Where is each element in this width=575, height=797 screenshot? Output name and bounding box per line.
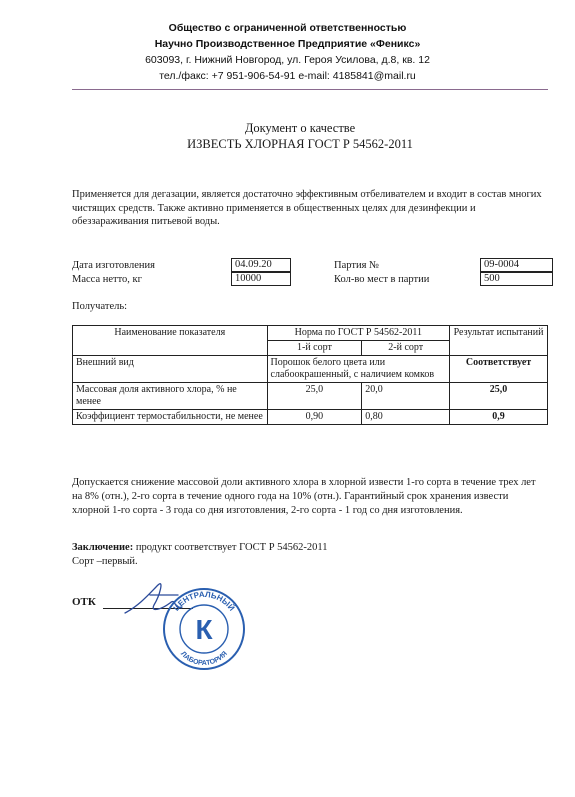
row-norm: Порошок белого цвета или слабоокрашенный, с наличием комков [267,356,450,383]
row-result: 0,9 [450,410,548,425]
intro-paragraph: Применяется для дегазации, является достаточно эффективным отбеливателем и входит в состав многих чистящих средств. Также активно применяется в общественных целях для дезинфекции и обеззараживания питьевой воды. [72,189,542,227]
table-row [73,356,548,383]
row-name: Коэффициент термостабильности, не менее [73,410,268,425]
date-label: Дата изготовления [72,260,155,271]
otk-label: ОТК [72,596,96,608]
quality-table [72,325,548,425]
conclusion-grade: Сорт –первый. [72,556,138,567]
row-name: Массовая доля активного хлора, % не менее [73,383,268,410]
row-grade-1: 0,90 [267,410,362,425]
document-title [0,120,575,152]
header-grade-1: 1-й сорт [267,341,362,356]
stamp-icon [160,585,248,673]
stamp-text-top: ЦЕНТРАЛЬНЫЙ [171,589,237,613]
title-line-2: ИЗВЕСТЬ ХЛОРНАЯ ГОСТ Р 54562-2011 [187,137,413,151]
table-row [73,410,548,425]
places-value: 500 [480,272,553,286]
table-row [73,383,548,410]
mass-value: 10000 [231,272,291,286]
table-header-row [73,326,548,341]
header-grade-2: 2-й сорт [362,341,450,356]
row-grade-2: 0,80 [362,410,450,425]
row-result: Соответствует [450,356,548,383]
header-norm: Норма по ГОСТ Р 54562-2011 [267,326,450,341]
company-address: 603093, г. Нижний Новгород, ул. Героя Усилова, д.8, кв. 12 [145,54,430,66]
header-divider [72,89,548,90]
notes-paragraph: Допускается снижение массовой доли активного хлора в хлорной извести 1-го сорта в течение трех лет на 8% (отн.), 2-го сорта в течение одного года на 10% (отн.). Гарантийный срок хранения извести хлорной 1-го сорта - 3 года со дня изготовления, 2-го сорта - 1 год со дня изготовления. [72,477,536,516]
company-name: Научно Производственное Предприятие «Феникс» [154,38,421,50]
header-name: Наименование показателя [73,326,268,356]
batch-label: Партия № [334,260,380,271]
row-grade-2: 20,0 [362,383,450,410]
letterhead [0,20,575,84]
stamp-letter: К [195,614,213,645]
company-contacts: тел./факс: +7 951-906-54-91 e-mail: 4185841@mail.ru [159,70,416,82]
conclusion-label: Заключение: [72,542,134,553]
conclusion-text: продукт соответствует ГОСТ Р 54562-2011 [133,542,328,553]
date-value: 04.09.20 [231,258,291,272]
mass-label: Масса нетто, кг [72,274,142,285]
header-result: Результат испытаний [450,326,548,356]
row-grade-1: 25,0 [267,383,362,410]
row-name: Внешний вид [73,356,268,383]
batch-value: 09-0004 [480,258,553,272]
title-line-1: Документ о качестве [244,121,356,135]
recipient-label: Получатель: [72,301,128,312]
conclusion [72,541,548,569]
stamp-text-bottom: ЛАБОРАТОРИЯ [179,650,229,668]
company-type: Общество с ограниченной ответственностью [168,22,407,34]
places-label: Кол-во мест в партии [334,274,430,285]
row-result: 25,0 [450,383,548,410]
